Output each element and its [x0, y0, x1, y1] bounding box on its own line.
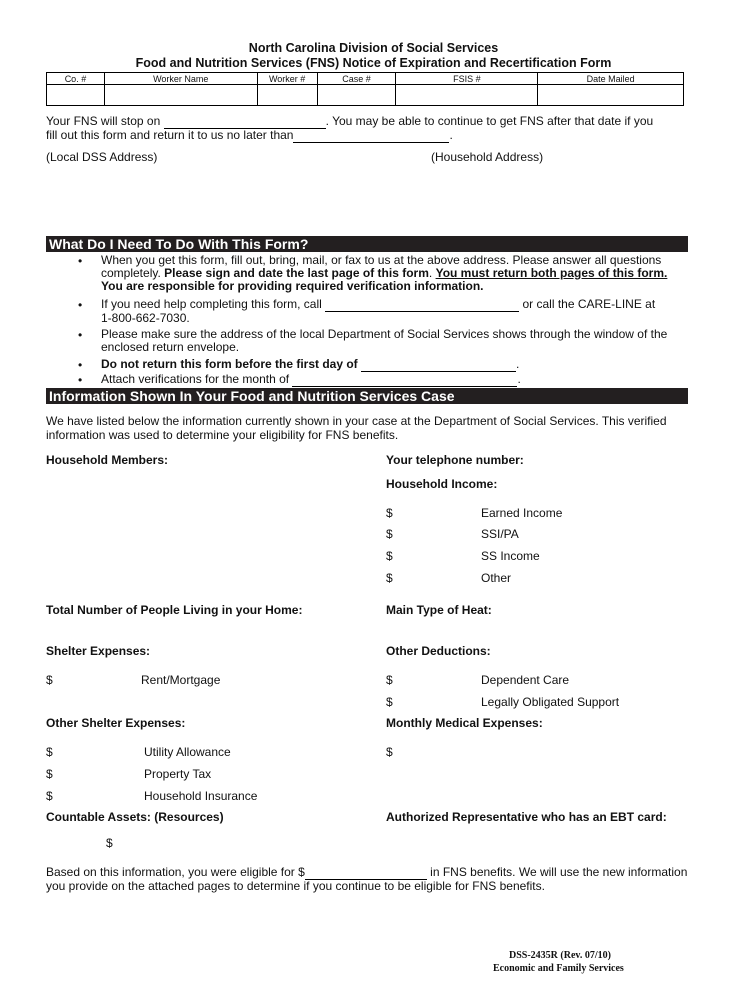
shelter-expenses-label: Shelter Expenses: — [46, 644, 151, 658]
worker-number-cell[interactable] — [257, 85, 317, 106]
case-info-intro-line1: We have listed below the information currently shown in your case at the Department of Social Services. This verified — [46, 414, 667, 428]
form-number: DSS-2435R (Rev. 07/10) — [509, 950, 611, 961]
authorized-representative-label: Authorized Representative who has an EBT card: — [386, 810, 667, 824]
currency-symbol: $ — [386, 695, 393, 709]
first-day-blank[interactable] — [361, 358, 516, 372]
shelter-utility-allowance: Utility Allowance — [144, 745, 231, 759]
currency-symbol: $ — [46, 767, 53, 781]
verification-month-blank[interactable] — [292, 373, 517, 387]
currency-symbol: $ — [386, 506, 393, 520]
eligibility-line2: you provide on the attached pages to determine if you continue to be eligible for FNS benefits. — [46, 879, 545, 893]
fsis-number-cell[interactable] — [396, 85, 538, 106]
medical-expenses-label: Monthly Medical Expenses: — [386, 716, 543, 730]
stop-date-line: Your FNS will stop on . You may be able to continue to get FNS after that date if you — [46, 114, 654, 128]
currency-symbol: $ — [386, 549, 393, 563]
instruction-return-form: When you get this form, fill out, bring, mail, or fax to us at the above address. Please answer all questions completely. Please sign and date the last page of this form. You must return both pages of this form. You are responsible for providing required verification information. — [101, 253, 668, 293]
case-info-intro-line2: information was used to determine your eligibility for FNS benefits. — [46, 428, 399, 442]
currency-symbol: $ — [386, 571, 393, 585]
worker-name-cell[interactable] — [104, 85, 257, 106]
household-income-label: Household Income: — [386, 477, 498, 491]
other-shelter-expenses-label: Other Shelter Expenses: — [46, 716, 186, 730]
deduction-legally-obligated-support: Legally Obligated Support — [481, 695, 620, 709]
division-name: Economic and Family Services — [493, 963, 624, 974]
total-people-label: Total Number of People Living in your Home: — [46, 603, 303, 617]
local-dss-address-label: (Local DSS Address) — [46, 150, 158, 164]
section-what-to-do-header: What Do I Need To Do With This Form? — [46, 236, 688, 252]
shelter-household-insurance: Household Insurance — [144, 789, 258, 803]
section-case-information-header: Information Shown In Your Food and Nutrition Services Case — [46, 388, 688, 404]
col-header-worker-name: Worker Name — [104, 73, 257, 85]
other-deductions-label: Other Deductions: — [386, 644, 491, 658]
deduction-dependent-care: Dependent Care — [481, 673, 570, 687]
household-members-label: Household Members: — [46, 453, 169, 467]
bullet-icon: • — [78, 373, 83, 387]
currency-symbol: $ — [386, 527, 393, 541]
case-number-cell[interactable] — [317, 85, 396, 106]
income-earned: Earned Income — [481, 506, 563, 520]
household-address-label: (Household Address) — [431, 150, 544, 164]
shelter-rent-mortgage: Rent/Mortgage — [141, 673, 221, 687]
currency-symbol: $ — [46, 673, 53, 687]
col-header-county: Co. # — [47, 73, 105, 85]
stop-date-blank[interactable] — [164, 114, 326, 129]
telephone-label: Your telephone number: — [386, 453, 524, 467]
col-header-case-number: Case # — [317, 73, 396, 85]
col-header-fsis-number: FSIS # — [396, 73, 538, 85]
currency-symbol: $ — [46, 745, 53, 759]
col-header-date-mailed: Date Mailed — [538, 73, 684, 85]
county-cell[interactable] — [47, 85, 105, 106]
shelter-property-tax: Property Tax — [144, 767, 212, 781]
instruction-attach-verifications: Attach verifications for the month of . — [101, 372, 521, 386]
main-heat-label: Main Type of Heat: — [386, 603, 492, 617]
currency-symbol: $ — [386, 745, 393, 759]
agency-title: North Carolina Division of Social Services — [248, 41, 499, 55]
bullet-icon: • — [78, 254, 83, 268]
eligibility-line1: Based on this information, you were eligible for $ in FNS benefits. We will use the new information — [46, 865, 688, 879]
countable-assets-label: Countable Assets: (Resources) — [46, 810, 224, 824]
income-ssi-pa: SSI/PA — [481, 527, 519, 541]
currency-symbol: $ — [46, 789, 53, 803]
instruction-do-not-return-before: Do not return this form before the first day of . — [101, 357, 520, 371]
currency-symbol: $ — [106, 836, 113, 850]
col-header-worker-number: Worker # — [257, 73, 317, 85]
return-date-line: fill out this form and return it to us no later than . — [46, 128, 453, 142]
instruction-address-window: Please make sure the address of the local Department of Social Services shows through the window of the enclosed return envelope. — [101, 327, 668, 354]
date-mailed-cell[interactable] — [538, 85, 684, 106]
bullet-icon: • — [78, 358, 83, 372]
bullet-icon: • — [78, 328, 83, 342]
income-ss: SS Income — [481, 549, 540, 563]
currency-symbol: $ — [386, 673, 393, 687]
return-date-blank[interactable] — [293, 128, 449, 143]
instruction-help-call: If you need help completing this form, call or call the CARE-LINE at 1-800-662-7030. — [101, 297, 656, 325]
help-phone-blank[interactable] — [325, 298, 519, 312]
income-other: Other — [481, 571, 512, 585]
care-line-number: 1-800-662-7030. — [101, 311, 190, 325]
form-title: Food and Nutrition Services (FNS) Notice of Expiration and Recertification Form — [135, 56, 612, 70]
case-info-table — [46, 72, 684, 106]
bullet-icon: • — [78, 298, 83, 312]
benefit-amount-blank[interactable] — [305, 865, 427, 880]
